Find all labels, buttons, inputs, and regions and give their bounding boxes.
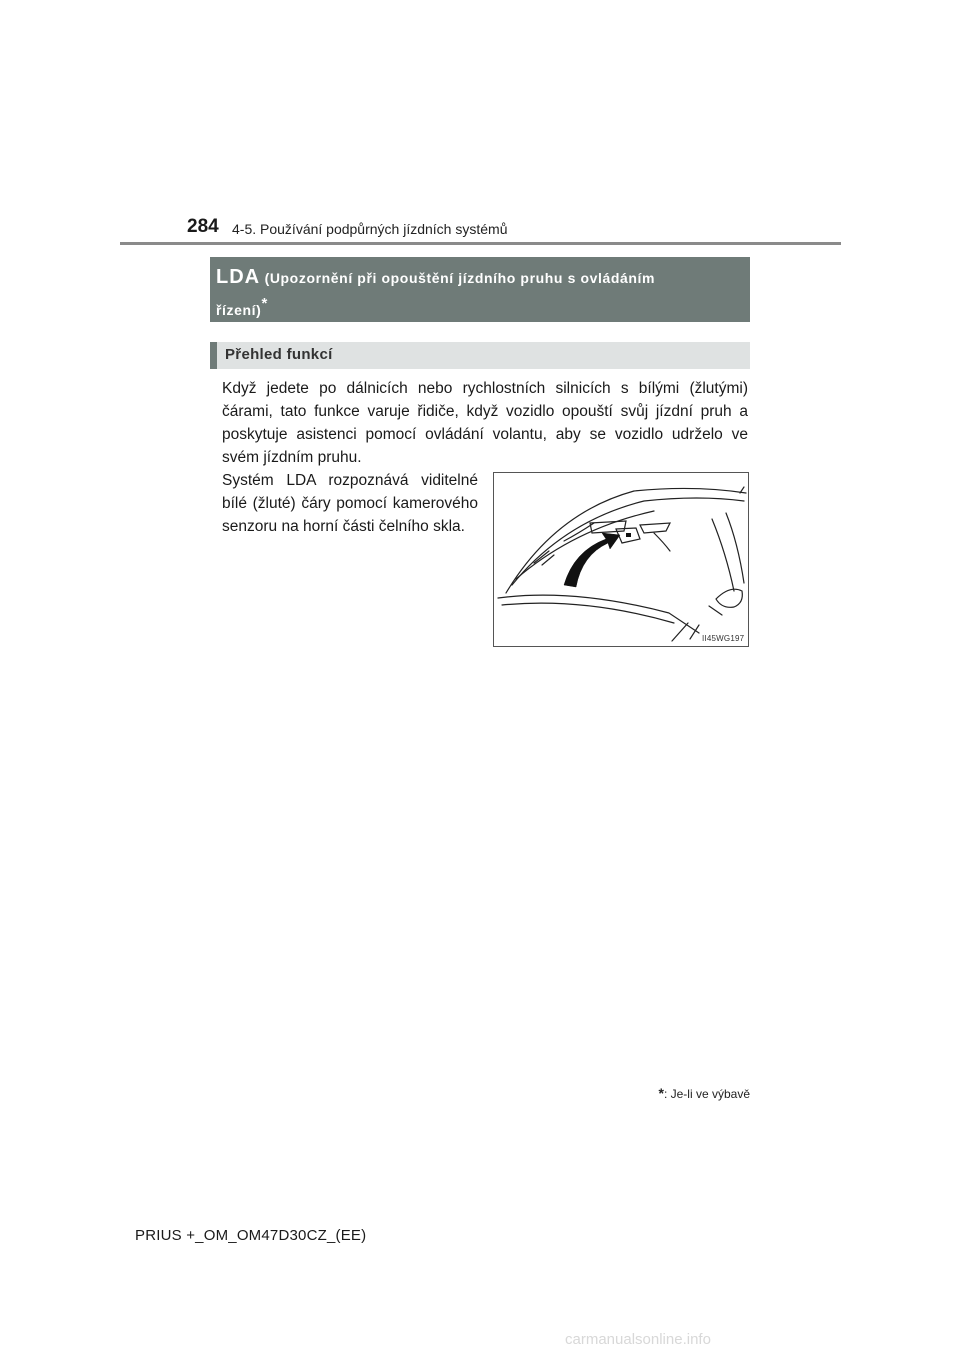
section-title-bar — [210, 257, 750, 322]
document-code: PRIUS +_OM_OM47D30CZ_(EE) — [135, 1227, 367, 1244]
figure-code: II45WG197 — [702, 634, 745, 643]
windshield-camera-figure — [493, 472, 749, 647]
body-paragraph-1: Když jedete po dálnicích nebo rychlostních silnicích s bílými (žlutými) čárami, tato funkce varuje řidiče, když vozidlo opouští svůj jízdní pruh a poskytuje asistenci pomocí ovládání volantu, aby se vozidlo udrželo ve svém jízdním pruhu. — [222, 380, 748, 466]
section-title-line2: řízení) — [216, 302, 262, 318]
footnote-mark: * — [658, 1085, 664, 1101]
body-paragraph-2: Systém LDA rozpoznává viditelné bílé (žluté) čáry pomocí kamerového senzoru na horní části čelního skla. — [222, 472, 478, 535]
subsection-title: Přehled funkcí — [210, 342, 750, 369]
chapter-title: 4-5. Používání podpůrných jízdních systémů — [232, 221, 508, 237]
footnote-text: : Je-li ve výbavě — [663, 1087, 750, 1101]
section-title-mark: * — [261, 295, 268, 312]
windshield-illustration — [494, 473, 748, 646]
section-title-main: LDA — [216, 266, 261, 288]
watermark: carmanualsonline.info — [565, 1331, 711, 1348]
section-title-sub: (Upozornění při opouštění jízdního pruhu s ovládáním — [264, 270, 656, 286]
header-divider — [120, 242, 841, 245]
footnote — [620, 1085, 750, 1101]
page-number: 284 — [187, 216, 219, 237]
